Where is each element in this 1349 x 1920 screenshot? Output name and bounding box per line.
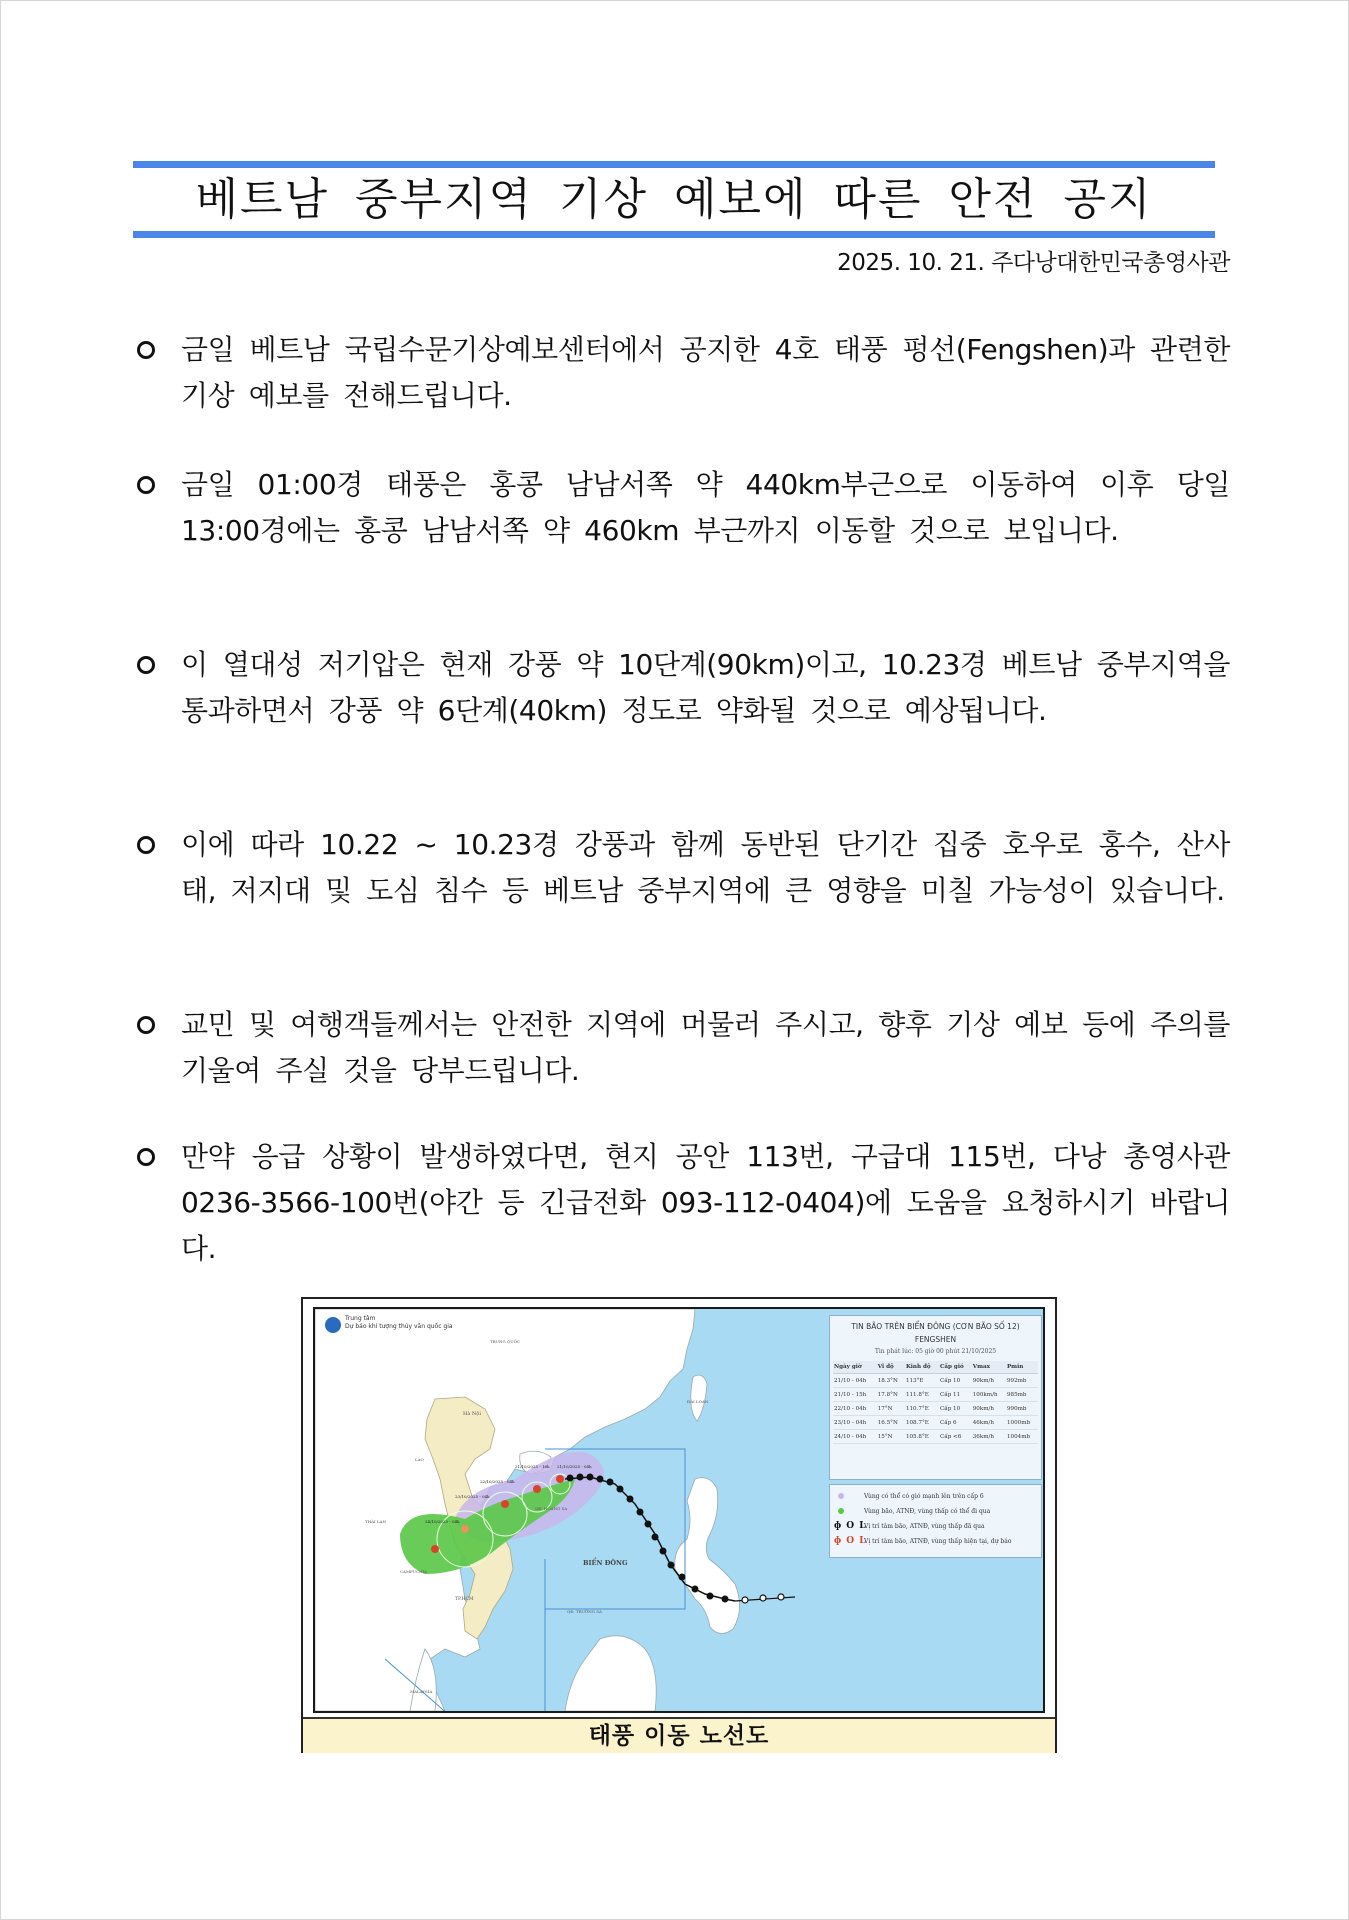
table-cell: 1004mb [1006,1430,1038,1444]
agency-line1: Trung tâm [345,1315,376,1322]
track-label: 21/10/2025 - 04h [557,1464,592,1469]
table-cell: Cấp <6 [939,1430,972,1444]
map-label-bien-dong: BIỂN ĐÔNG [583,1559,628,1567]
storm-name: FENGSHEN [914,1335,957,1344]
table-cell: 18.3°N [877,1374,905,1388]
table-cell: 100km/h [972,1388,1006,1402]
legend-text: Vùng có thể có gió mạnh lên trên cấp 6 [864,1493,984,1500]
typhoon-track-figure [301,1297,1057,1753]
table-cell: Cấp 10 [939,1402,972,1416]
table-cell: 985mb [1006,1388,1038,1402]
table-cell: 108.7°E [905,1416,939,1430]
legend-text: Vùng bão, ATNĐ, vùng thấp có thể đi qua [864,1508,991,1515]
title-rule-top [133,161,1215,168]
table-cell: 105.8°E [905,1430,939,1444]
bullet-circle-icon [137,1016,155,1034]
table-row [833,1402,1038,1416]
table-cell: 990mb [1006,1402,1038,1416]
storm-symbol-red-icon: ɸ O L [834,1536,867,1546]
column-header: Pmin [1006,1361,1038,1374]
table-cell: Cấp 10 [939,1374,972,1388]
dateline: 2025. 10. 21. 주다낭대한민국총영사관 [837,250,1230,276]
table-cell: 113°E [905,1374,939,1388]
notice-paragraph [133,642,1230,734]
table-cell: 21/10 - 15h [833,1388,877,1402]
table-cell: 23/10 - 04h [833,1416,877,1430]
table-cell: 110.7°E [905,1402,939,1416]
table-row [833,1388,1038,1402]
track-label: 24/10/2025 - 04h [425,1519,460,1524]
info-panel-title: TIN BÃO TRÊN BIỂN ĐÔNG (CƠN BÃO SỐ 12) [851,1322,1020,1331]
track-label: 23/10/2025 - 04h [455,1494,490,1499]
track-label: 21/10/2025 - 16h [515,1464,550,1469]
table-cell: 111.8°E [905,1388,939,1402]
table-cell: Cấp 11 [939,1388,972,1402]
track-label: 22/10/2025 - 04h [480,1479,515,1484]
notice-paragraph [133,327,1230,419]
column-header: Kinh độ [905,1361,939,1374]
column-header: Cấp gió [939,1361,972,1374]
table-cell: 36km/h [972,1430,1006,1444]
paragraph-text: 이에 따라 10.22 ~ 10.23경 강풍과 함께 동반된 단기간 집중 호우로 홍수, 산사태, 저지대 및 도심 침수 등 베트남 중부지역에 큰 영향을 미칠 가능성이 있습니다. [181,828,1230,907]
notice-paragraph [133,462,1230,554]
map-label-campuchia: CAMPUCHIA [400,1569,428,1574]
table-cell: 992mb [1006,1374,1038,1388]
map-label-lao: LÀO [415,1457,424,1462]
table-cell: 90km/h [972,1402,1006,1416]
forecast-point [461,1525,469,1533]
map-legend [829,1484,1042,1558]
legend-text: Vị trí tâm bão, ATNĐ, vùng thấp hiện tại, dự báo [864,1538,1012,1545]
forecast-point [501,1500,509,1508]
title-rule-bottom [133,231,1215,238]
table-cell: 16.5°N [877,1416,905,1430]
bullet-circle-icon [137,836,155,854]
table-cell: 46km/h [972,1416,1006,1430]
storm-symbol-black-icon: ɸ O L [834,1521,867,1531]
map-label-ha-noi: Hà Nội [463,1411,481,1417]
forecast-point [431,1545,439,1553]
column-header: Ngày giờ [833,1361,877,1374]
map-label-hoang-sa: QĐ. HOÀNG SA [535,1506,568,1511]
agency-logo-icon [325,1317,341,1333]
early-track-point [760,1595,766,1601]
legend-item [830,1519,1041,1534]
table-cell: 15°N [877,1430,905,1444]
map-label-tphcm: TP.HCM [455,1597,474,1602]
map-label-malaysia: MALAYSIA [410,1689,433,1694]
table-cell: 1000mb [1006,1416,1038,1430]
table-row [833,1374,1038,1388]
column-header: Vmax [972,1361,1006,1374]
page-title: 베트남 중부지역 기상 예보에 따른 안전 공지 [195,174,1153,225]
forecast-point [556,1475,564,1483]
map-label-trung-quoc: TRUNG QUỐC [490,1339,521,1344]
legend-text: Vị trí tâm bão, ATNĐ, vùng thấp đã qua [864,1523,985,1530]
table-row [833,1430,1038,1444]
storm-info-panel [829,1315,1042,1480]
figure-caption: 태풍 이동 노선도 [303,1717,1055,1753]
green-dot-icon [838,1508,844,1514]
table-cell: 90km/h [972,1374,1006,1388]
forecast-point [533,1485,541,1493]
legend-item [830,1504,1041,1519]
table-cell: 17°N [877,1402,905,1416]
paragraph-text: 금일 01:00경 태풍은 홍콩 남남서쪽 약 440km부근으로 이동하여 이후 당일 13:00경에는 홍콩 남남서쪽 약 460km 부근까지 이동할 것으로 보입니다. [181,468,1230,547]
paragraph-text: 이 열대성 저기압은 현재 강풍 약 10단계(90km)이고, 10.23경 베트남 중부지역을 통과하면서 강풍 약 6단계(40km) 정도로 약화될 것으로 예상됩니다. [181,648,1230,727]
notice-paragraph [133,1134,1230,1272]
bullet-circle-icon [137,656,155,674]
bullet-circle-icon [137,476,155,494]
table-cell: 24/10 - 04h [833,1430,877,1444]
table-header-row [833,1361,1038,1374]
paragraph-text: 교민 및 여행객들께서는 안전한 지역에 머물러 주시고, 향후 기상 예보 등에 주의를 기울여 주실 것을 당부드립니다. [181,1008,1230,1087]
legend-item [830,1534,1041,1549]
map-label-dai-loan: ĐÀI LOAN [687,1399,709,1404]
typhoon-track-map [313,1307,1045,1713]
table-cell: 17.8°N [877,1388,905,1402]
table-row [833,1416,1038,1430]
notice-paragraph [133,1002,1230,1094]
purple-dot-icon [838,1493,844,1499]
paragraph-text: 금일 베트남 국립수문기상예보센터에서 공지한 4호 태풍 펑선(Fengshen)과 관련한 기상 예보를 전해드립니다. [181,333,1230,412]
column-header: Vĩ độ [877,1361,905,1374]
map-label-truong-sa: QĐ. TRƯỜNG SA [567,1609,602,1614]
bullet-circle-icon [137,341,155,359]
paragraph-text: 만약 응급 상황이 발생하였다면, 현지 공안 113번, 구급대 115번, 다낭 총영사관 0236-3566-100번(야간 등 긴급전화 093-112-0404)에 도움을 요청하시기 바랍니다. [181,1140,1230,1265]
notice-paragraph [133,822,1230,914]
legend-item [830,1489,1041,1504]
bullet-circle-icon [137,1148,155,1166]
issued-time: Tin phát lúc: 05 giờ 00 phút 21/10/2025 [874,1348,997,1355]
table-cell: 21/10 - 04h [833,1374,877,1388]
agency-line2: Dự báo khí tượng thủy văn quốc gia [345,1323,453,1330]
table-cell: 22/10 - 04h [833,1402,877,1416]
early-track-point [778,1594,784,1600]
map-label-thai-lan: THÁI LAN [365,1519,386,1524]
table-cell: Cấp 6 [939,1416,972,1430]
early-track-point [742,1597,748,1603]
storm-forecast-table [833,1361,1038,1444]
